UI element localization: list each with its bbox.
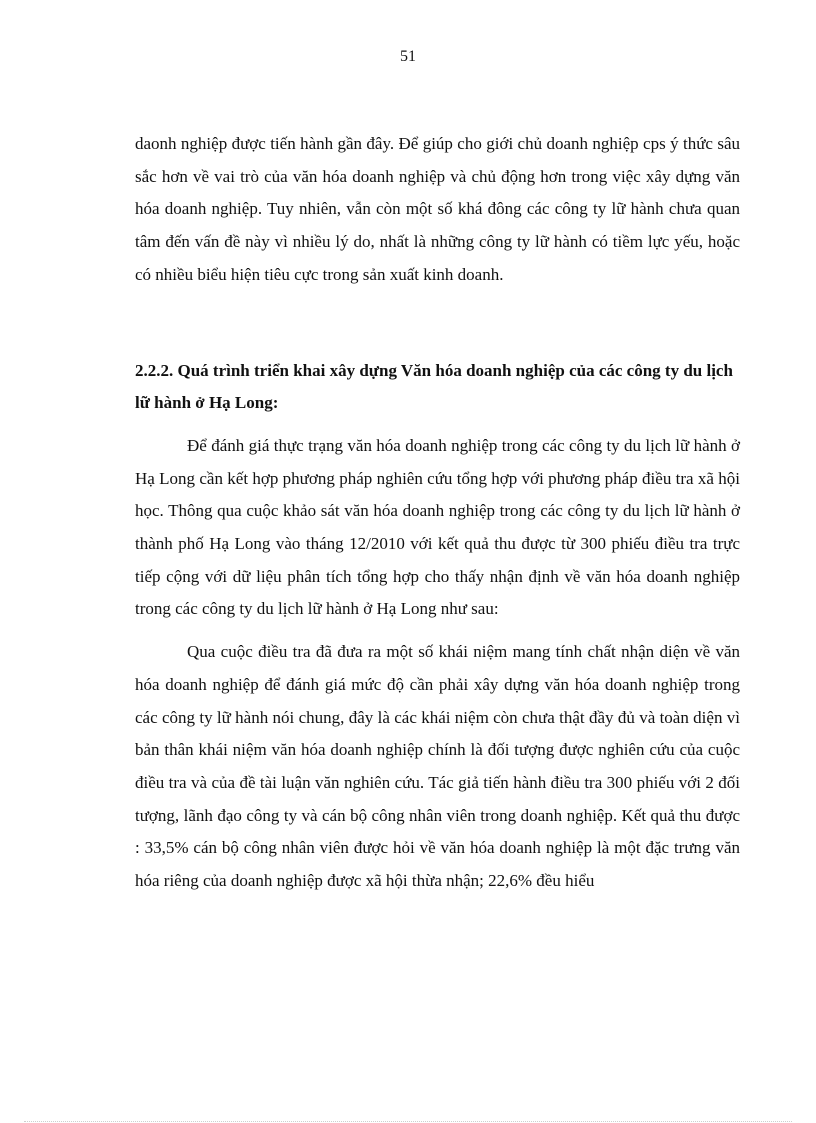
page-bottom-divider [24, 1121, 792, 1122]
page-number: 51 [400, 48, 416, 65]
body-paragraph-2: Để đánh giá thực trạng văn hóa doanh nghiệp trong các công ty du lịch lữ hành ở Hạ Long cần kết hợp phương pháp nghiên cứu tổng hợp với phương pháp điều tra xã hội học. Thông qua cuộc khảo sát văn hóa doanh nghiệp trong các công ty du lịch lữ hành ở thành phố Hạ Long vào tháng 12/2010 với kết quả thu được từ 300 phiếu điều tra trực tiếp cộng với dữ liệu phân tích tổng hợp cho thấy nhận định về văn hóa doanh nghiệp trong các công ty du lịch lữ hành ở Hạ Long như sau: [135, 435, 740, 619]
body-paragraph-3: Qua cuộc điều tra đã đưa ra một số khái niệm mang tính chất nhận diện về văn hóa doanh nghiệp để đánh giá mức độ cần phải xây dựng văn hóa doanh nghiệp trong các công ty lữ hành nói chung, đây là các khái niệm còn chưa thật đầy đủ và toàn diện vì bản thân khái niệm văn hóa doanh nghiệp chính là đối tượng được nghiên cứu của cuộc điều tra và của đề tài luận văn nghiên cứu. Tác giả tiến hành điều tra 300 phiếu với 2 đối tượng, lãnh đạo công ty và cán bộ công nhân viên trong doanh nghiệp. Kết quả thu được : 33,5% cán bộ công nhân viên được hỏi về văn hóa doanh nghiệp là một đặc trưng văn hóa riêng của doanh nghiệp được xã hội thừa nhận; 22,6% đều hiểu [135, 642, 740, 891]
body-paragraph-1: daonh nghiệp được tiến hành gần đây. Để giúp cho giới chủ doanh nghiệp cps ý thức sâu sắc hơn về vai trò của văn hóa doanh nghiệp và chủ động hơn trong việc xây dựng văn hóa doanh nghiệp. Tuy nhiên, vẫn còn một số khá đông các công ty lữ hành chưa quan tâm đến vấn đề này vì nhiều lý do, nhất là những công ty lữ hành có tiềm lực yếu, hoặc có nhiều biểu hiện tiêu cực trong sản xuất kinh doanh. [135, 134, 740, 284]
document-body [135, 128, 740, 898]
section-heading: 2.2.2. Quá trình triển khai xây dựng Văn hóa doanh nghiệp của các công ty du lịch lữ hành ở Hạ Long: [135, 360, 733, 413]
